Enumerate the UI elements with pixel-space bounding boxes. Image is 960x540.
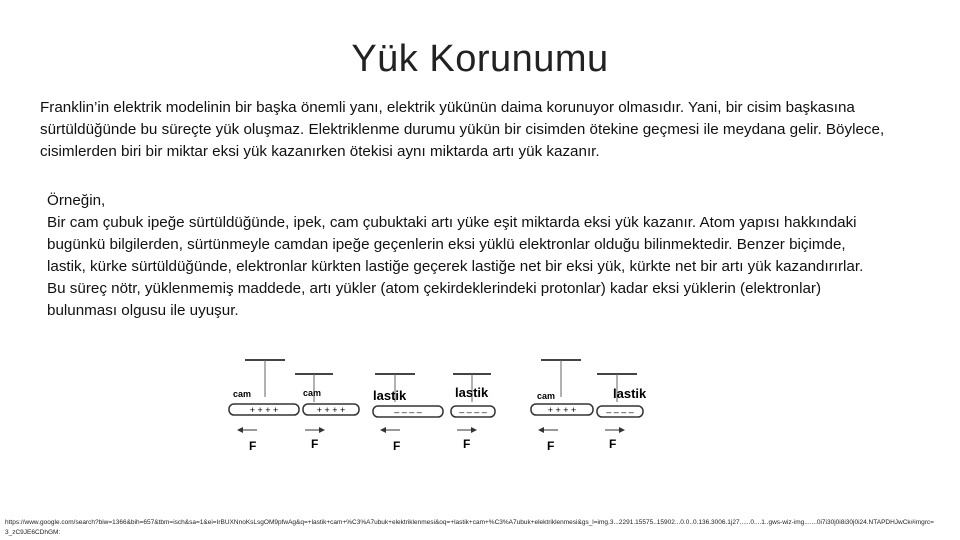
example-text: Bir cam çubuk ipeğe sürtüldüğünde, ipek, cam çubuktaki artı yüke eşit miktarda eksi yük kazanır. Atom yapısı hakkındaki bugünkü bilgilerden, sürtünmeyle camdan ipeğe geçenlerin eksi yüklü elektronlar olduğu bilinmektedir. Benzer biçimde, lastik, kürke sürtüldüğünde, elektronlar kürkten lastiğe geçerek lastiğe net bir eksi yük, kürkte net bir artı yük kazandırırlar. Bu süreç nötr, yüklenmemiş maddede, artı yükler (atom çekirdeklerindeki protonlar) kadar eksi yüklerin (elektronlar) bulunması olgusu ile uyuşur. — [47, 214, 864, 319]
rod-label: lastik — [455, 385, 489, 400]
force-label: F — [311, 437, 319, 451]
example-block — [47, 190, 867, 322]
rod-charges: – – – – — [459, 407, 487, 417]
rod-label: cam — [303, 388, 322, 398]
figure-panel-2 — [295, 374, 359, 451]
example-heading: Örneğin, — [47, 192, 106, 209]
figure-panel-3 — [373, 374, 443, 453]
figure-panel-6 — [597, 374, 647, 451]
force-label: F — [547, 439, 555, 453]
force-label: F — [249, 439, 257, 453]
figure-panel-5 — [531, 360, 593, 453]
arrow-head — [471, 427, 477, 433]
force-label: F — [393, 439, 401, 453]
arrow-head — [237, 427, 243, 433]
rod-charges: + + + + — [316, 405, 346, 415]
rod-label: lastik — [613, 386, 647, 401]
figure-panel-4 — [451, 374, 495, 451]
slide-title: Yük Korunumu — [351, 38, 609, 80]
rod-label: lastik — [373, 388, 407, 403]
arrow-head — [319, 427, 325, 433]
force-label: F — [609, 437, 617, 451]
rod-charges: + + + + — [547, 405, 577, 415]
figure-panel-1 — [229, 360, 299, 453]
arrow-head — [619, 427, 625, 433]
rod-label: cam — [233, 389, 252, 399]
arrow-head — [538, 427, 544, 433]
intro-paragraph: Franklin’in elektrik modelinin bir başka önemli yanı, elektrik yükünün daima korunuyor olmasıdır. Yani, bir cisim başkasına sürtüldüğünde bu süreçte yük oluşmaz. Elektriklenme durumu yükün bir cisimden ötekine geçmesi ile meydana gelir. Böylece, cisimlerden biri bir miktar eksi yük kazanırken ötekisi aynı miktarda artı yük kazanır. — [40, 99, 885, 160]
rod-charges: – – – – — [606, 407, 634, 417]
charged-rods-figure — [225, 352, 657, 470]
rod-label: cam — [537, 391, 556, 401]
rod-charges: – – – – — [394, 407, 422, 417]
rod-charges: + + + + — [249, 405, 279, 415]
arrow-head — [380, 427, 386, 433]
source-link[interactable]: https://www.google.com/search?biw=1366&bih=657&tbm=isch&sa=1&ei=IrBUXNnoKsLsgOM9pfwAg&q=+lastik+cam+%C3%A7ubuk+elektriklenmesi&oq=+lastik+cam+%C3%A7ubuk+elektriklenmesi&gs_l=img.3...2291.15575..15902...0.0..0.136.3006.1j27......0....1..gws-wiz-img.......0i7i30j0i8i30j0i24.NTAPDHJwCk#imgrc=3_zC9JE6CDhGM: — [5, 519, 934, 536]
force-label: F — [463, 437, 471, 451]
